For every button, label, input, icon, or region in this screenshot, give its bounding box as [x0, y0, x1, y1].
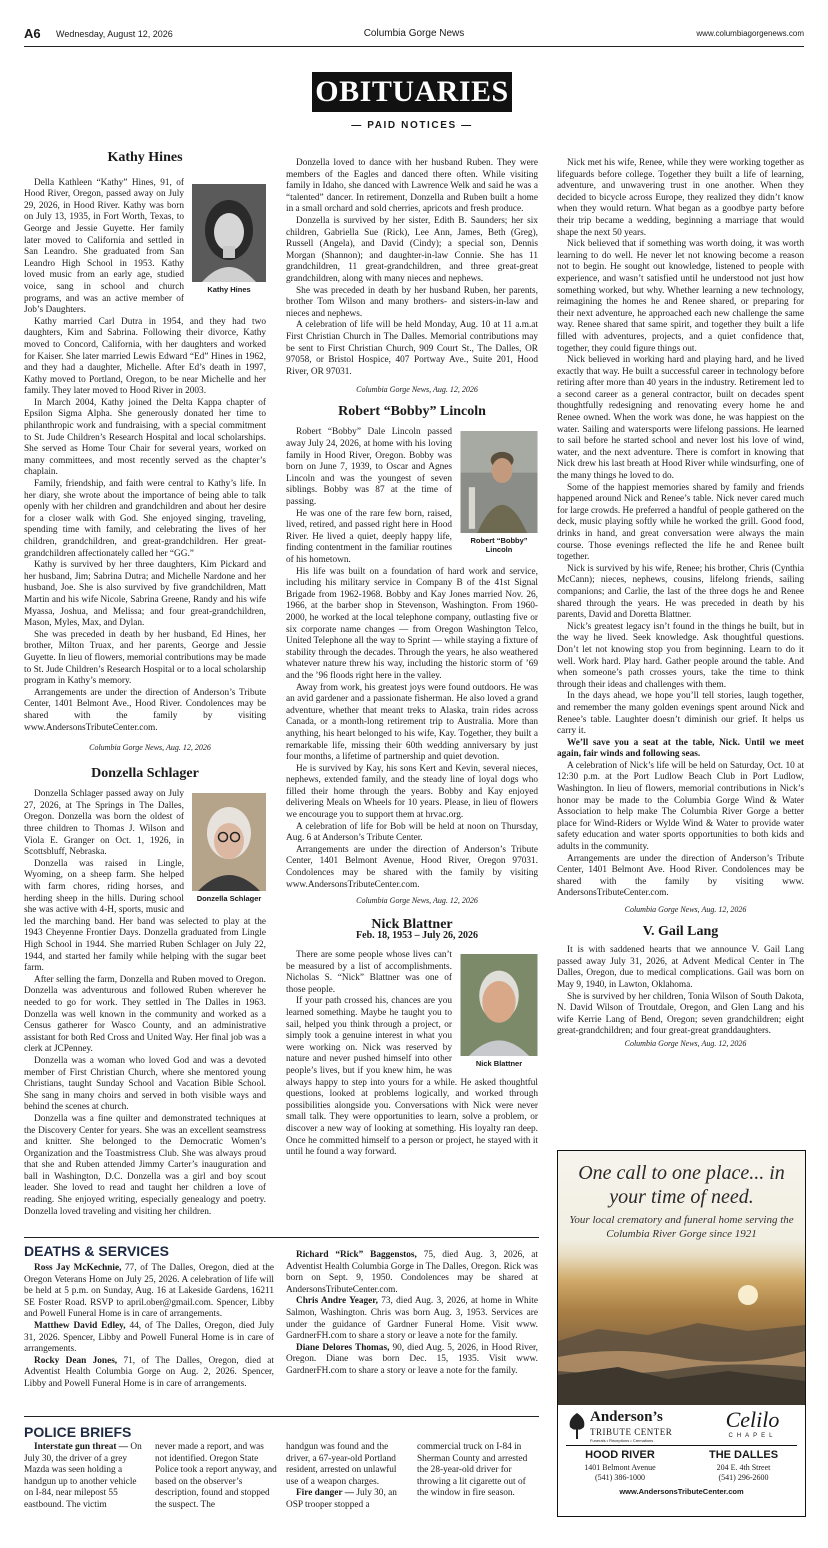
obit-paragraph: In March 2004, Kathy joined the Delta Kappa chapter of Epsilon Sigma Alpha. She generously donated her time to philanthropic work and fundraising, with a special commitment to St. Jude Children’s Research Hospital and local scholarships. She served as Home Tour Chair for several years, worked on many committees, and most recently served as the chapter’s chaplain. — [24, 397, 266, 478]
obit-paragraph: Donzella is survived by her sister, Edith B. Saunders; her six children, Gabriella Sue (Rick), Lee Ann, James, Beth (Greg), Russell (Angela), and David (Cindy); a special son, Dennis Morgan (Shannon); and daughter-in-law Connie. She has 11 grandchildren, 11 great-grandchildren, and three great-great grandchildren, along with many nieces and nephews. — [286, 215, 538, 284]
obit-credit: Columbia Gorge News, Aug. 12, 2026 — [356, 896, 478, 906]
obit-title-lang: V. Gail Lang — [642, 923, 719, 939]
obit-title-blattner: Nick Blattner — [371, 916, 453, 932]
ad-brand-name: Anderson’s — [590, 1409, 663, 1425]
obit-paragraph: Robert “Bobby” Dale Lincoln passed away July 24, 2026, at home with his loving family in Hood River, Oregon. Bobby was born on June 7, 1939, to Oscar and Agnes Lincoln and was the youngest of seven siblings. Bobby was 87 at the time of passing. — [286, 427, 452, 508]
page-number: A6 — [24, 26, 41, 41]
photo-caption-hines: Kathy Hines — [207, 284, 251, 294]
brief-text: July 30, an OSP trooper stopped a — [286, 1488, 397, 1510]
police-column-2 — [155, 1442, 277, 1512]
death-notice — [286, 1296, 538, 1342]
portrait-schlager-image — [192, 793, 266, 891]
ad-loc1-name: HOOD RIVER — [585, 1449, 655, 1461]
ad-tagline: Your local crematory and funeral home serving the Columbia River Gorge since 1921 — [569, 1214, 794, 1240]
deaths-column-1 — [24, 1263, 274, 1391]
brief-text: On July 30, the driver of a grey Mazda was seen holding a handgun up to another vehicle on I-84, near milepost 55 eastbound. The victim — [24, 1442, 142, 1510]
death-notice — [24, 1356, 274, 1391]
ad-divider — [566, 1445, 797, 1446]
page-header — [24, 26, 804, 47]
obit-paragraph: In the days ahead, we hope you’ll tell stories, laugh together, and remember the many golden evenings spent around Nick and Renee’s table. Laughter doesn’t diminish our grief. It helps us carry it. — [557, 691, 804, 737]
tree-logo-icon — [566, 1411, 588, 1441]
obit-paragraph: Della Kathleen “Kathy” Hines, 91, of Hood River, Oregon, passed away on July 29, 2026, in Hood River. Kathy was born on July 13, 1935, in Fort Worth, Texas, to George and Jessie Guyette. Her family later moved to California and settled in San Leandro. She graduated from San Leandro High School in 1953. Kathy loved music from an early age, studied voice, sang in school and church programs, and was an active member of Job’s Daughters. — [24, 177, 184, 316]
obit-paragraph: Donzella was a fine quilter and demonstrated techniques at the Discovery Center for years. She was an excellent seamstress and knitter. She belonged to the Democratic Women’s Organization and the Toastmistress Club. She was always proud that she and Ruben attended Jimmy Carter’s inauguration and ball in Washington, D.C. Donzella was a girl and boy scout leader. She loved to read and taught her children a love of reading. She enjoyed writing, especially genealogy and poetry. Donzella loved traveling and visiting her children. — [24, 1113, 266, 1217]
obit-paragraph: Kathy is survived by her three daughters, Kim Pickard and her husband, Jim; Sabrina Dutra; and Michelle Nardone and her husband, Joe. She is also survived by five grandchildren, Matt Martin and his wife Nicole, Sabrina Greene, Randy and his wife Myassa, Joshua, and Melissa; and four great-grandchildren, Mason, Myles, Max, and Dylan. — [24, 560, 266, 629]
obit-paragraph: Away from work, his greatest joys were found outdoors. He was an avid gardener and a passionate fisherman. He also loved a grand adventure, whether that meant treks to Alaska, train rides across Canada, or a month-long retirement trip to Australia. More than anything, his heart belonged to his wife, Kay. Together, they built a remarkable life, missing their 60th wedding anniversary by just four months, a lifetime of partnership and quiet devotion. — [286, 682, 538, 763]
death-notice-name: Ross Jay McKechnie, — [34, 1263, 122, 1273]
obit-paragraph: Nick’s greatest legacy isn’t found in the things he built, but in the way he lived. Seek knowledge. Ask thoughtful questions. Don’t let not knowing stop you from beginning. Learn to do it well. Work hard. Play hard. Gather people around the table. And when someone’s path crosses yours, take the time to think through their ideas and challenges with them. — [557, 621, 804, 690]
section-rule — [24, 1416, 539, 1417]
death-notice-text: 77, of The Dalles, Oregon, died at the Oregon Veterans Home on July 25, 2026. A celebration of life will be held at 5 p.m. on Sunday, Aug. 16 at Lakeside Gardens, 16211 SE Foster Road. RSVP to april.ober@gmail.com. Spencer, Libby and Powell Funeral Home is in care of arrangements. — [24, 1263, 275, 1320]
ad-brand-services: Funerals • Receptions • Cremations — [590, 1438, 654, 1443]
police-column-3 — [286, 1442, 408, 1512]
obit-paragraph-bold: We’ll save you a seat at the table, Nick. Until we meet again, fair winds and following seas. — [557, 737, 804, 760]
column-3 — [557, 158, 804, 1050]
ad-headline: One call to one place... in your time of need. — [578, 1162, 785, 1208]
photo-hines — [192, 184, 266, 294]
obit-paragraph: Donzella was a woman who loved God and was a devoted member of First Christian Church, where she mentored young Christians, taught Sunday School and Vacation Bible School. She sang in many choirs and served in both visible ways and behind the scenes at church. — [24, 1055, 266, 1113]
obit-paragraph: Donzella Schlager passed away on July 27, 2026, at The Springs in The Dalles, Oregon. Donzella was born the oldest of three children to Thomas J. Wilson and Viola E. Granger on Oct. 1, 1926, in Scottsbluff, Nebraska. — [24, 789, 184, 858]
obit-paragraph: His life was built on a foundation of hard work and service, including his military service in Company B of the 41st Signal Brigade from 1962-1968. Bobby and Kay Jones married Nov. 26, 1966, at the barber shop in Stevenson, Washington. From 1960-2000, he worked at the local telephone company, outlasting five or six corporate name changes — from Oregon Washington Telco, United Telephone all the way to Sprint — while staying a fixture of stability through the decades. Through the years, he also weathered whatever nature threw his way, including the historic storm of ’69 and the ’96 floods right here in the valley. — [286, 566, 538, 681]
police-briefs-heading: POLICE BRIEFS — [24, 1424, 132, 1440]
obit-paragraph: Kathy married Carl Dutra in 1954, and they had two daughters, Kim and Sabrina. Following their divorce, Kathy moved to Concord, California, with her daughters and worked for Kaiser. She later married Lewis Edward “Ed” Hines in 1962, and they had a daughter, Michelle. After Ed’s death in 1997, Kathy moved to Portland, Oregon, to be near Michelle and her family. They later moved to Hood River in 2003. — [24, 316, 266, 397]
death-notice-name: Matthew David Edley, — [34, 1320, 126, 1331]
ad-loc2-name: THE DALLES — [708, 1449, 779, 1461]
death-notice — [24, 1321, 274, 1356]
obit-paragraph: Donzella was raised in Lingle, Wyoming, on a sheep farm. She helped with farm chores, riding horses, and herding sheep in the hills. During school she was active with 4-H, sports, music and led the marching band. Her band was selected to play at the 1943 Cheyenne Frontier Days. Donzella graduated from Lingle High School in 1944. She married Ruben Schlager on July 22, 1944, and started her family while helping with the sugar beet farm. — [24, 858, 266, 974]
deaths-services-heading: DEATHS & SERVICES — [24, 1243, 169, 1259]
ad-loc1-phone: (541) 386-1000 — [595, 1473, 645, 1482]
obit-paragraph: It is with saddened hearts that we announce V. Gail Lang passed away July 31, 2026, at Advent Medical Center in The Dalles, Oregon, due to medical complications. Gail was born on May 9, 1940, in Lawton, Oklahoma. — [557, 945, 804, 990]
portrait-lincoln-image — [460, 431, 538, 533]
obit-dates-blattner: Feb. 18, 1953 – July 26, 2026 — [356, 930, 478, 942]
issue-date: Wednesday, August 12, 2026 — [56, 29, 173, 39]
death-notice-name: Chris Andre Yeager, — [296, 1296, 378, 1307]
death-notice-text: 71, of The Dalles, Oregon, died at Adventist Health Columbia Gorge on Aug. 2, 2026. Spencer, Libby and Powell Funeral Home is in care of arrangements. — [24, 1355, 274, 1389]
section-rule — [24, 1237, 539, 1238]
photo-caption-schlager: Donzella Schlager — [196, 894, 262, 904]
ad-loc2-address: 204 E. 4th Street — [716, 1463, 771, 1472]
death-notice — [286, 1343, 538, 1378]
obit-paragraph: A celebration of life will be held Monday, Aug. 10 at 11 a.m.at First Christian Church in The Dalles. Memorial contributions may be sent to First Christian Church, 909 Court St., The Dalles, OR 97058, or Bristol Hospice, 407 Portway Ave., Suite 201, Hood River, OR 97031. — [286, 320, 538, 377]
obit-paragraph: Arrangements are under the direction of Anderson’s Tribute Center, 1401 Belmont Ave., Hood River. Condolences may be shared with the family by visiting www.AndersonsTributeCenter.com. — [24, 687, 266, 733]
obit-paragraph: He is survived by Kay, his sons Kert and Kevin, several nieces, nephews, extended family, and the steady line of loyal dogs who filled their home through the years. Bobby and Kay enjoyed delivering Meals on Wheels for 10 years. Please, in lieu of flowers we encourage you to support them at hrvac.org. — [286, 763, 538, 821]
funeral-home-ad — [557, 1150, 806, 1517]
obit-paragraph: Family, friendship, and faith were central to Kathy’s life. In her diary, she wrote about the importance of being able to talk openly with her children and grandchildren and about her desire for a closer walk with God. She enjoyed singing, traveling, spending time with family, and celebrating the lives of her children, grandchildren, and great-grandchildren. Her great-grandchildren affectionately called her “GG.” — [24, 479, 266, 559]
death-notice-text: 73, died Aug. 3, 2026, at home in White Salmon, Washington. Chris was born Aug. 3, 1953. Services are under the guidance of Gardner Funeral Home. Visit www. GardnerFH.com to share a story or leave a note for the family. — [286, 1296, 538, 1342]
photo-caption-lincoln: Robert “Bobby” Lincoln — [470, 536, 528, 555]
portrait-blattner-image — [460, 954, 538, 1056]
obit-title-schlager: Donzella Schlager — [91, 765, 199, 781]
ad-loc1-address: 1401 Belmont Avenue — [584, 1463, 656, 1472]
obit-credit: Columbia Gorge News, Aug. 12, 2026 — [356, 385, 478, 395]
police-column-4 — [417, 1442, 539, 1500]
column-1 — [24, 152, 266, 1218]
ad-loc2-phone: (541) 296-2600 — [718, 1473, 769, 1482]
obit-paragraph: Nick believed that if something was worth doing, it was worth learning to do well. He never let not knowing become a reason not to begin. He sought out knowledge, listened to people with experience, and wasn’t satisfied until he understood not just how something worked, but why. Whether learning a new technology, reimagining the homes he and Renee shared, or preparing for their next adventure, he approached each new challenge the same way. Renee shared that same spirit, and together they built a life filled with adventures, projects, and a quiet confidence that, together, they could figure things out. — [557, 239, 804, 354]
obit-paragraph: She is survived by her children, Tonia Wilson of South Dakota, N. David Wilson of Troutdale, Oregon, and Glen Lang and his wife Kerrie Lang of Bend, Oregon; seven grandchildren; eight great-grandchildren; and four great-great granddaughters. — [557, 991, 804, 1037]
police-column-1 — [24, 1442, 146, 1512]
ad-chapel-subtitle: CHAPEL — [728, 1433, 777, 1439]
obit-title-hines: Kathy Hines — [107, 150, 183, 165]
ad-brand-subtitle: TRIBUTE CENTER — [590, 1427, 673, 1437]
death-notice — [24, 1263, 274, 1321]
photo-caption-blattner: Nick Blattner — [475, 1059, 523, 1068]
section-banner: OBITUARIES — [312, 72, 512, 112]
photo-lincoln — [460, 431, 538, 554]
obit-paragraph: A celebration of Nick’s life will be held on Saturday, Oct. 10 at 12:30 p.m. at the Port Ludlow Beach Club in Port Ludlow, Washington. In lieu of flowers, memorial contributions in Nick’s honor may be made to the Columbia Gorge Wind & Water Association to help make The Columbia River Gorge a better place for Wind-Riders or Wylde Wind & Water to provide water safety education and water sports opportunities to both kids and adults in the community. — [557, 760, 804, 853]
police-brief-cont: commercial truck on I-84 in Sherman County and arrested the 28-year-old driver for throwing a lit cigarette out of the window in fire season. — [417, 1442, 528, 1499]
publication-name: Columbia Gorge News — [363, 28, 465, 39]
obit-paragraph: Nick met his wife, Renee, while they were working together as lifeguards before college. Together they built a life of learning, adventure, and unwavering trust in one another. When they decided to bicycle across Europe, they realized they didn’t know when they would return. What began as a goodbye party before their trip became a wedding, beginning a marriage that would shape the next 50 years. — [557, 158, 804, 238]
obit-title-lincoln: Robert “Bobby” Lincoln — [338, 403, 486, 419]
obit-paragraph: Some of the happiest memories shared by family and friends happened around Nick and Renee’s table. Nick never cared much for large crowds. He preferred a handful of people gathered on the deck, music playing softly while he worked the grill. Good food, drinks in hand, and great conversation were always the main course. Those evenings reflected the life he and Renee built together. — [557, 482, 804, 563]
death-notice-name: Diane Delores Thomas, — [296, 1342, 390, 1353]
obit-paragraph: A celebration of life for Bob will be held at noon on Thursday, Aug. 6 at Anderson’s Tribute Center. — [286, 821, 538, 844]
column-2 — [286, 158, 538, 1159]
obit-credit: Columbia Gorge News, Aug. 12, 2026 — [624, 1038, 747, 1048]
obit-paragraph: After selling the farm, Donzella and Ruben moved to Oregon. Donzella was adventurous and followed Ruben wherever he needed to go for work. They settled in The Dalles in 1963. Donzella was well known in the community and worked as a Census gatherer for Wasco County, and an administrative assistant for both Red Cross and United Way. Her final job was a clerk at JCPenney. — [24, 974, 266, 1055]
obit-paragraph: Nick is survived by his wife, Renee; his brother, Chris (Cynthia McCann); nieces, nephews, cousins, lifelong friends, sailing companions; and Carlie, the last of the three dogs he and Renee shared through the years. He was preceded in death by his parents, David and Doretta Blattner. — [557, 563, 804, 621]
obit-credit: Columbia Gorge News, Aug. 12, 2026 — [89, 743, 211, 753]
obit-paragraph: There are some people whose lives can’t be measured by a list of accomplishments. Nicholas S. “Nick” Blattner was one of those people. — [286, 950, 452, 995]
river-landscape-image — [558, 1271, 805, 1405]
obit-paragraph: He was one of the rare few born, raised, lived, retired, and passed right here in Hood River. He lived a quiet, deeply happy life, finding contentment in the familiar routines of his hometown. — [286, 508, 452, 565]
obit-paragraph: Arrangements are under the direction of Anderson’s Tribute Center, 1401 Belmont Ave. Hood River. Condolences may be shared with the family by visiting www. AndersonsTributeCenter.com. — [557, 853, 804, 899]
portrait-hines-image — [192, 184, 266, 282]
police-brief — [24, 1442, 146, 1512]
police-brief-cont: never made a report, and was not identified. Oregon State Police took a report anyway, and based on the observer’s description, found and stopped the suspect. The — [155, 1442, 277, 1510]
brief-lead: Interstate gun threat — — [34, 1442, 129, 1452]
publication-url[interactable]: www.columbiagorgenews.com — [696, 29, 804, 38]
ad-url[interactable]: www.AndersonsTributeCenter.com — [619, 1487, 744, 1496]
obit-paragraph: Donzella loved to dance with her husband Ruben. They were members of the Eagles and danced there often. While visiting family in Idaho, she danced with Lawrence Welk and said he was a “talented” dancer. In retirement, Donzella and Ruben built a home in a small orchard and sold cherries, apricots and fresh produce. — [286, 158, 538, 215]
ad-chapel-name: Celilo — [725, 1407, 780, 1432]
death-notice-text: 44, of The Dalles, Oregon, died July 31, 2026. Spencer, Libby and Powell Funeral Home is in care of arrangements. — [24, 1320, 274, 1355]
death-notice-text: 75, died Aug. 3, 2026, at Adventist Health Columbia Gorge in The Dalles, Oregon. Rick was born on Sept. 9, 1950. Condolences may be shared at AndersonsTributeCenter.com. — [286, 1250, 538, 1295]
brief-lead: Fire danger — — [296, 1488, 355, 1499]
obit-paragraph: She was preceded in death by her husband, Ed Hines, her brother, Milton Truax, and her parents, George and Jessie Guyette. In lieu of flowers, memorial contributions may be made to St. Jude Children’s Research Hospital or to a local scholarship program in Kathy’s memory. — [24, 629, 266, 687]
death-notice-text: 90, died Aug. 5, 2026, in Hood River, Oregon. Diane was born Dec. 15, 1935. Visit www. GardnerFH.com to share a story or leave a note for the family. — [286, 1342, 538, 1376]
obit-paragraph: She was preceded in death by her husband Ruben, her parents, brother Tom Wilson and many brothers- and sisters-in-law and nieces and nephews. — [286, 285, 538, 319]
death-notice-name: Rocky Dean Jones, — [34, 1355, 118, 1366]
police-brief-cont: handgun was found and the driver, a 67-year-old Portland resident, arrested on unlawful use of a weapon charges. — [286, 1442, 397, 1487]
obit-credit: Columbia Gorge News, Aug. 12, 2026 — [624, 905, 747, 914]
photo-blattner — [460, 954, 538, 1068]
photo-schlager — [192, 793, 266, 903]
paid-notices-label: — PAID NOTICES — — [351, 120, 473, 131]
death-notice-name: Richard “Rick” Baggenstos, — [296, 1250, 417, 1260]
obit-paragraph: Nick believed in working hard and playing hard, and he lived exactly that way. He built a successful career in technology before retiring after more than 40 years in the industry. Retirement led to a second career as a general contractor, built on decades spent thoughtfully redesigning and renovating every home he and Renee owned. When the work was done, he was happiest on the water. Sailing and watersports were lifelong passions. He learned to sail before he started school and never lost his love of wind, water, and the next adventure. There is comfort in knowing that Nick drew his last breath at Hood River while windsurfing, one of the many things he loved to do. — [557, 355, 804, 482]
police-brief — [286, 1488, 408, 1511]
death-notice — [286, 1250, 538, 1296]
ad-footer — [558, 1405, 805, 1516]
obit-paragraph: If your path crossed his, chances are you learned something. Maybe he taught you to sail, helped you think through a project, or simply took a genuine interest in what you were working on. Nick was reserved by nature and never pushed himself into other people’s lives, but if you knew him, he was always happy to step into yours for a while. He asked thoughtful questions, looked at problems logically, and worked through possibilities alongside you. Conversations with Nick were never small talk. They were opportunities to learn, solve a problem, or discover a new way of looking at something. His loyalty ran deep. Once he committed himself to a person or project, he stayed with it until he found a way forward. — [286, 996, 538, 1158]
obit-paragraph: Arrangements are under the direction of Anderson’s Tribute Center, 1401 Belmont Avenue, Hood River, Oregon 97031. Condolences may be shared with the family by visiting www.AndersonsTributeCenter.com. — [286, 844, 538, 890]
deaths-column-2 — [286, 1250, 538, 1378]
